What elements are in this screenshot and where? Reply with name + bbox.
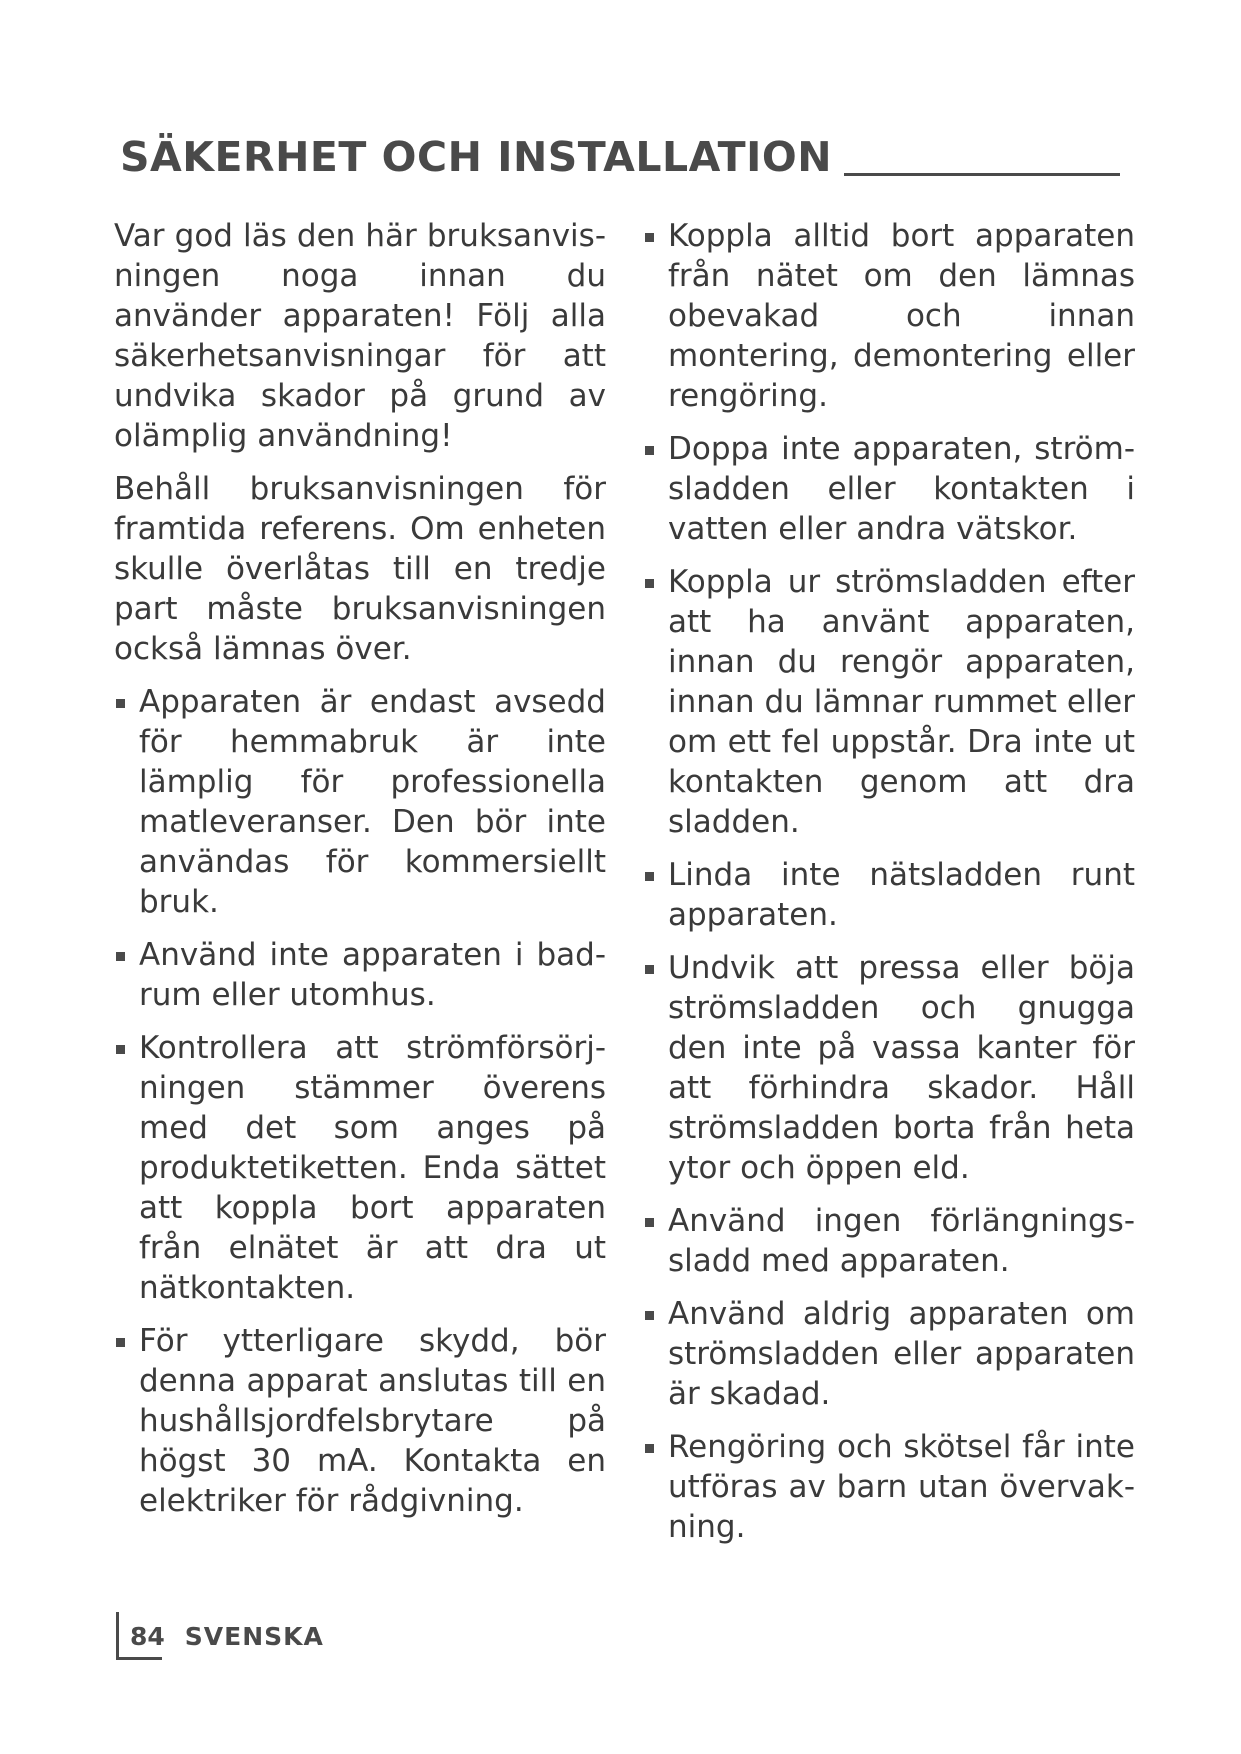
intro-paragraph: Var god läs den här bruksanvisningen noga innan du använder apparaten! Följ alla säkerhetsanvisningar för att undvika skador på grund av olämplig användning! [114,218,606,454]
square-bullet-icon [116,952,125,961]
bullet-item-power-supply [114,1028,606,1308]
bullet-item-unplug-after-use [643,562,1135,842]
bullet-item-unplug-unattended [643,216,1135,416]
bullet-item-no-immersion [643,429,1135,549]
right-column [643,216,1135,1560]
bullet-item-no-wrapping [643,855,1135,935]
page-number: 84 [130,1621,165,1651]
bullet-text: Doppa inte apparaten, strömsladden eller kontakten i vatten eller andra vätskor. [668,431,1135,547]
footer-bar [116,1612,119,1660]
square-bullet-icon [116,1045,125,1054]
page-footer [116,1612,324,1660]
bullet-item-children [643,1427,1135,1547]
square-bullet-icon [645,446,654,455]
bullet-text: Rengöring och skötsel får inte utföras av barn utan övervakning. [668,1429,1135,1545]
square-bullet-icon [645,1444,654,1453]
bullet-text: Kontrollera att strömförsörjningen stämmer överens med det som anges på produktetiketten. Enda sättet att koppla bort apparaten från elnätet är att dra ut nätkontakten. [139,1030,606,1306]
bullet-text: Undvik att pressa eller böja strömsladden och gnugga den inte på vassa kanter för att förhindra skador. Håll strömsladden borta från heta ytor och öppen eld. [668,950,1135,1186]
bullet-item-rcd [114,1321,606,1521]
bullet-text: Linda inte nätsladden runt apparaten. [668,857,1135,933]
bullet-text: Använd inte apparaten i badrum eller utomhus. [139,937,606,1013]
footer-underline [116,1657,162,1660]
bullet-item-damaged [643,1294,1135,1414]
square-bullet-icon [116,699,125,708]
bullet-item-cord-damage [643,948,1135,1188]
square-bullet-icon [116,1338,125,1347]
square-bullet-icon [645,1218,654,1227]
bullet-text: Apparaten är endast avsedd för hemmabruk är inte lämplig för professionella matleveranser. Den bör inte användas för kommersiellt bruk. [139,684,606,920]
square-bullet-icon [645,233,654,242]
bullet-text: Koppla alltid bort apparaten från nätet om den lämnas obevakad och innan montering, demontering eller rengöring. [668,218,1135,414]
keep-manual-paragraph: Behåll bruksanvisningen för framtida referens. Om enheten skulle överlåtas till en tredje part måste bruksanvisningen också lämnas över. [114,471,606,667]
header-rule [844,173,1120,176]
left-bullet-list [114,682,606,1521]
bullet-text: För ytterligare skydd, bör denna apparat anslutas till en hushållsjordfelsbrytare på högst 30 mA. Kontakta en elektriker för rådgivning. [139,1323,606,1519]
language-label: SVENSKA [184,1621,324,1651]
left-column [114,216,606,1534]
bullet-text: Använd aldrig apparaten om strömsladden eller apparaten är skadad. [668,1296,1135,1412]
right-bullet-list [643,216,1135,1547]
square-bullet-icon [645,1311,654,1320]
bullet-item-household-use [114,682,606,922]
bullet-item-bathroom [114,935,606,1015]
page-header [120,118,1120,181]
bullet-item-no-extension [643,1201,1135,1281]
page-title: SÄKERHET OCH INSTALLATION [120,133,833,181]
square-bullet-icon [645,872,654,881]
square-bullet-icon [645,579,654,588]
square-bullet-icon [645,965,654,974]
bullet-text: Använd ingen förlängningssladd med apparaten. [668,1203,1135,1279]
bullet-text: Koppla ur strömsladden efter att ha använt apparaten, innan du rengör apparaten, innan du lämnar rummet eller om ett fel uppstår. Dra inte ut kontakten genom att dra sladden. [668,564,1135,840]
